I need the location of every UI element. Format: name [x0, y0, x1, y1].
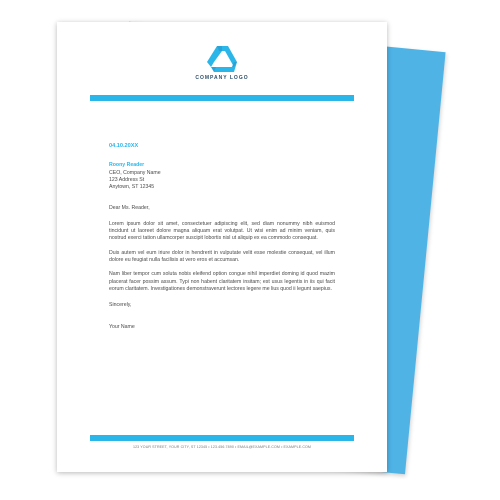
signature-name: Your Name: [109, 324, 135, 331]
recipient-block: [109, 162, 335, 191]
letter-body: [109, 143, 335, 332]
recipient-address-line1: 123 Address St: [109, 176, 145, 183]
letter-page: [57, 22, 387, 472]
recipient-name: Roony Reader: [109, 162, 145, 169]
closing: Sincerely,: [109, 302, 132, 309]
company-logo: [57, 46, 387, 81]
body-paragraph: Duis autem vel eum iriure dolor in hendrerit in vulputate velit esse molestie consequat, vel illum dolore eu feugiat nulla facilisis at vero eros et accumsan.: [109, 249, 335, 263]
recipient-address-line2: Anytown, ST 12345: [109, 184, 155, 191]
letter-date: 04.10.20XX: [109, 143, 139, 149]
footer-contact-line: 123 YOUR STREET, YOUR CITY, ST 12345 • 123.456.7890 • EMAIL@EXAMPLE.COM • EXAMPLE.COM: [132, 445, 312, 449]
recipient-title: CEO, Company Name: [109, 169, 161, 176]
salutation: Dear Ms. Reader,: [109, 205, 150, 212]
footer-accent-bar: [90, 435, 354, 441]
header-accent-bar: [90, 95, 354, 101]
body-paragraph: Nam liber tempor cum soluta nobis eleifend option congue nihil imperdiet doming id quod mazim placerat facer possim assum. Typi non habent claritatem insitam; est usus legentis in iis qui facit eorum claritatem. Investigationes demonstraverunt lectores legere me lius quod ii legunt saepius.: [109, 271, 335, 292]
triangle-knot-logo-icon: [207, 46, 237, 72]
body-paragraph: Lorem ipsum dolor sit amet, consectetuer adipiscing elit, sed diam nonummy nibh euismod tincidunt ut laoreet dolore magna aliquam erat volutpat. Ut wisi enim ad minim veniam, quis nostrud exerci tation ullamcorper suscipit lobortis nisl ut aliquip ex ea commodo consequat.: [109, 220, 335, 242]
company-logo-text: COMPANY LOGO: [195, 75, 249, 81]
